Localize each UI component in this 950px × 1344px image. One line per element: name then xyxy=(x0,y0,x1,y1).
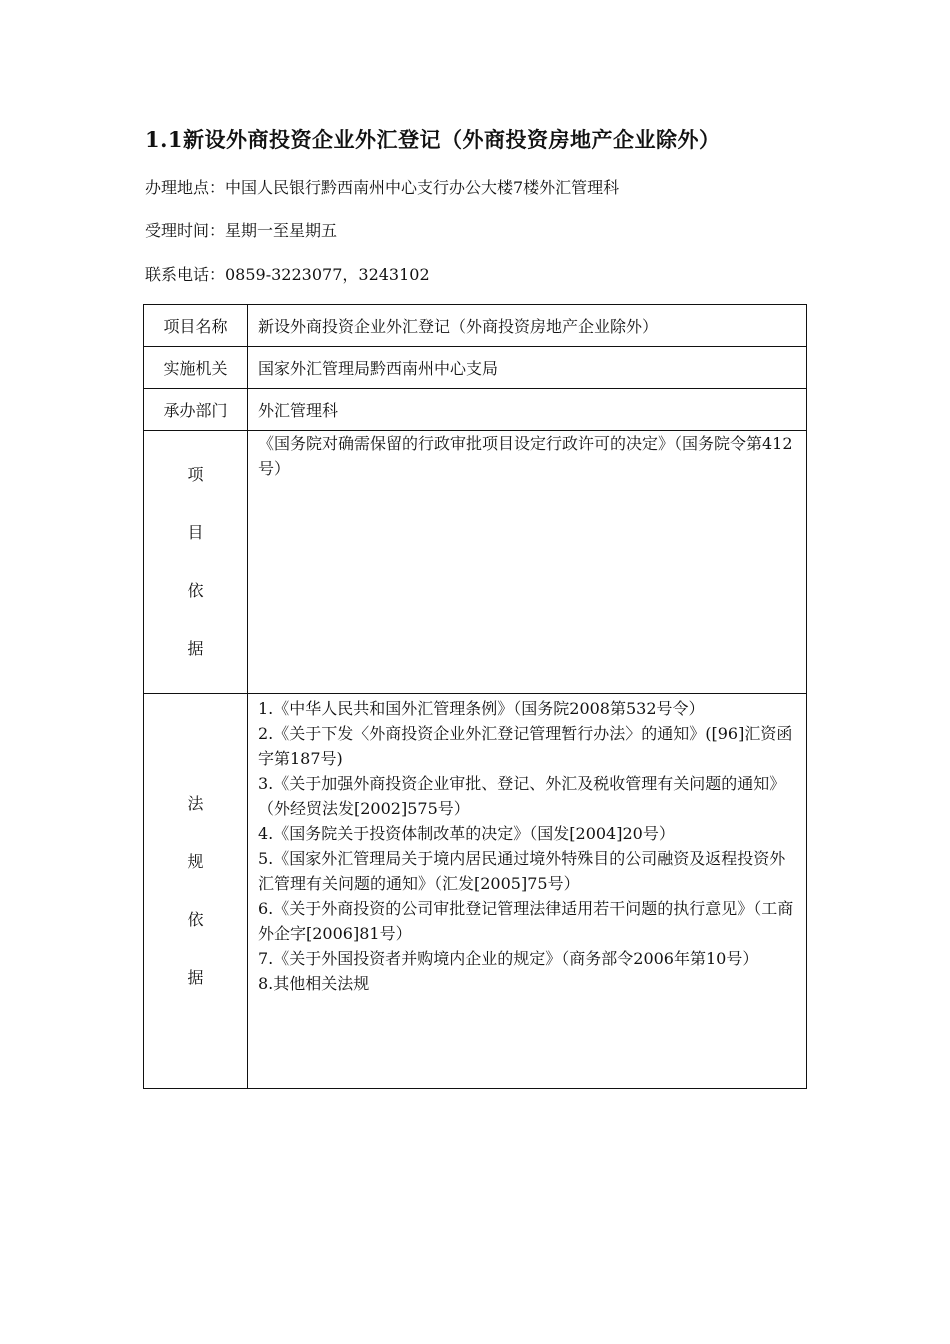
row-label-department: 承办部门 xyxy=(144,389,248,431)
row-label-project-basis xyxy=(144,431,248,694)
label-char: 依 xyxy=(187,910,204,929)
label-char: 规 xyxy=(187,852,204,871)
row-value-department: 外汇管理科 xyxy=(248,389,807,431)
law-item: 3.《关于加强外商投资企业审批、登记、外汇及税收管理有关问题的通知》（外经贸法发[2002]575号） xyxy=(258,774,786,818)
table-row xyxy=(144,694,807,1089)
location-line: 办理地点：中国人民银行黔西南州中心支行办公大楼7楼外汇管理科 xyxy=(145,178,620,197)
label-char: 依 xyxy=(187,581,204,600)
law-item: 5.《国家外汇管理局关于境内居民通过境外特殊目的公司融资及返程投资外汇管理有关问题的通知》（汇发[2005]75号） xyxy=(258,849,786,893)
row-value-authority: 国家外汇管理局黔西南州中心支局 xyxy=(248,347,807,389)
table-row xyxy=(144,305,807,347)
table-row xyxy=(144,431,807,694)
row-label-authority: 实施机关 xyxy=(144,347,248,389)
row-label-project-name: 项目名称 xyxy=(144,305,248,347)
law-item: 8.其他相关法规 xyxy=(258,974,370,993)
table-row xyxy=(144,347,807,389)
page-title: 1.1新设外商投资企业外汇登记（外商投资房地产企业除外） xyxy=(145,127,721,152)
row-value-legal-basis xyxy=(248,694,807,1089)
row-value-project-name: 新设外商投资企业外汇登记（外商投资房地产企业除外） xyxy=(248,305,807,347)
law-item: 2.《关于下发〈外商投资企业外汇登记管理暂行办法〉的通知》([96]汇资函字第187号) xyxy=(258,724,793,768)
label-char: 法 xyxy=(187,794,204,813)
label-char: 目 xyxy=(187,523,204,542)
table-row xyxy=(144,389,807,431)
law-item: 4.《国务院关于投资体制改革的决定》（国发[2004]20号） xyxy=(258,824,675,843)
label-char: 项 xyxy=(187,465,204,484)
phone-line: 联系电话：0859-3223077，3243102 xyxy=(145,265,430,284)
row-value-project-basis: 《国务院对确需保留的行政审批项目设定行政许可的决定》（国务院令第412号） xyxy=(248,431,807,694)
hours-line: 受理时间：星期一至星期五 xyxy=(145,221,338,240)
law-item: 7.《关于外国投资者并购境内企业的规定》（商务部令2006年第10号） xyxy=(258,949,759,968)
law-list xyxy=(258,696,796,996)
label-char: 据 xyxy=(187,968,204,987)
law-item: 6.《关于外商投资的公司审批登记管理法律适用若干问题的执行意见》（工商外企字[2006]81号） xyxy=(258,899,794,943)
row-label-legal-basis xyxy=(144,694,248,1089)
info-table xyxy=(143,304,807,1089)
label-char: 据 xyxy=(187,639,204,658)
law-item: 1.《中华人民共和国外汇管理条例》（国务院2008第532号令） xyxy=(258,699,705,718)
